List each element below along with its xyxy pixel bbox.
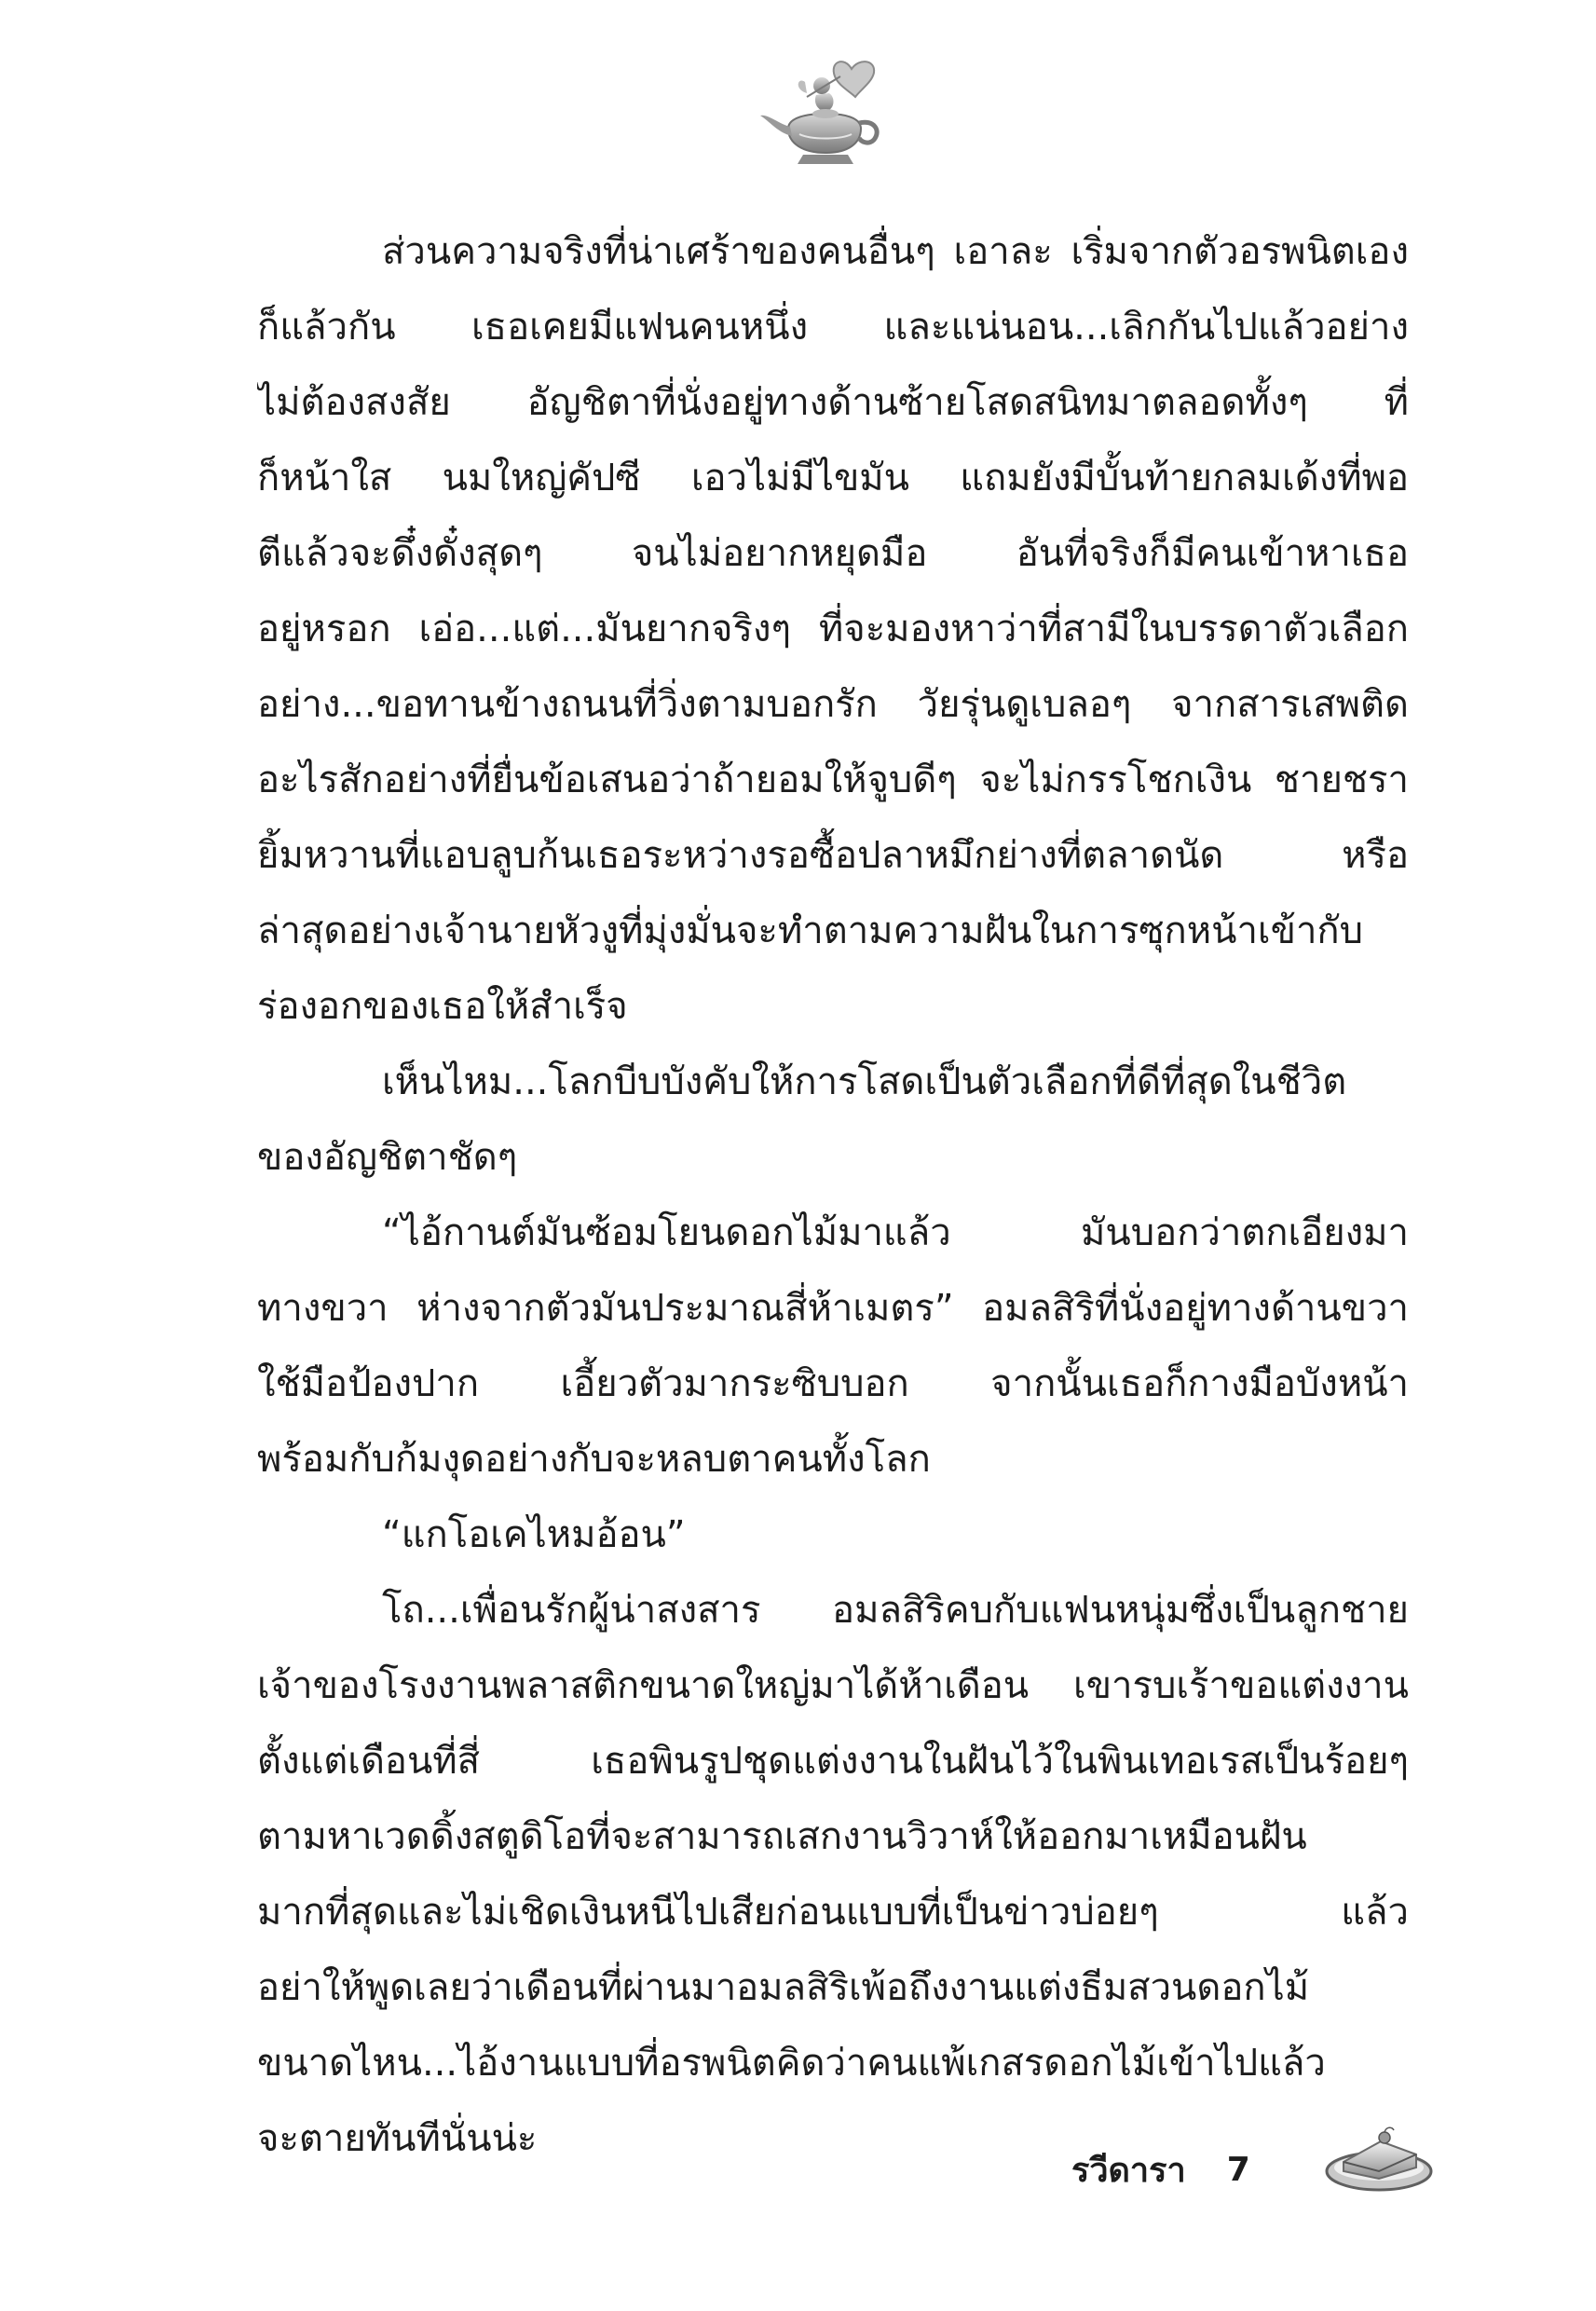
text-line: ใช้มือป้องปาก เอี้ยวตัวมากระซิบบอก จากนั้นเธอก็กางมือบังหน้า — [257, 1362, 1409, 1405]
text-line: อย่าง...ขอทานข้างถนนที่วิ่งตามบอกรัก วัยรุ่นดูเบลอๆ จากสารเสพติด — [257, 683, 1409, 726]
page-footer — [1071, 2132, 1250, 2207]
text-line: ตีแล้วจะดึ๋งดั๋งสุดๆ จนไม่อยากหยุดมือ อันที่จริงก็มีคนเข้าหาเธอ — [257, 532, 1409, 575]
page-number: 7 — [1226, 2150, 1250, 2189]
text-line: เจ้าของโรงงานพลาสติกขนาดใหญ่มาได้ห้าเดือน เขารบเร้าขอแต่งงาน — [257, 1664, 1409, 1707]
running-title: รวีดารา — [1071, 2151, 1186, 2190]
cupid-teapot-ornament-icon — [751, 48, 900, 179]
text-line: ร่องอกของเธอให้สำเร็จ — [257, 985, 628, 1028]
text-line: ของอัญชิตาชัดๆ — [257, 1136, 518, 1179]
text-line: ล่าสุดอย่างเจ้านายหัวงูที่มุ่งมั่นจะทำตามความฝันในการซุกหน้าเข้ากับ — [257, 909, 1364, 952]
text-line: ตามหาเวดดิ้งสตูดิโอที่จะสามารถเสกงานวิวาห์ให้ออกมาเหมือนฝัน — [257, 1815, 1307, 1858]
text-line: “ไอ้กานต์มันซ้อมโยนดอกไม้มาแล้ว มันบอกว่าตกเอียงมา — [382, 1211, 1409, 1254]
text-line: ไม่ต้องสงสัย อัญชิตาที่นั่งอยู่ทางด้านซ้ายโสดสนิทมาตลอดทั้งๆ ที่ — [257, 381, 1409, 424]
text-line: ตั้งแต่เดือนที่สี่ เธอพินรูปชุดแต่งงานในฝันไว้ในพินเทอเรสเป็นร้อยๆ — [257, 1740, 1409, 1783]
story-text — [257, 214, 1409, 2177]
text-line: โถ...เพื่อนรักผู้น่าสงสาร อมลสิริคบกับแฟนหนุ่มซึ่งเป็นลูกชาย — [382, 1589, 1409, 1632]
text-line: ก็แล้วกัน เธอเคยมีแฟนคนหนึ่ง และแน่นอน...เลิกกันไปแล้วอย่าง — [257, 306, 1409, 349]
text-line: ยิ้มหวานที่แอบลูบก้นเธอระหว่างรอซื้อปลาหมึกย่างที่ตลาดนัด หรือ — [257, 834, 1409, 877]
text-line: อย่าให้พูดเลยว่าเดือนที่ผ่านมาอมลสิริเพ้อถึงงานแต่งธีมสวนดอกไม้ — [257, 1966, 1310, 2009]
text-line: ส่วนความจริงที่น่าเศร้าของคนอื่นๆ เอาละ เริ่มจากตัวอรพนิตเอง — [382, 230, 1409, 273]
text-line: เห็นไหม...โลกบีบบังคับให้การโสดเป็นตัวเลือกที่ดีที่สุดในชีวิต — [382, 1060, 1347, 1103]
cake-slice-icon — [1323, 2113, 1435, 2197]
text-line: อยู่หรอก เอ่อ...แต่...มันยากจริงๆ ที่จะมองหาว่าที่สามีในบรรดาตัวเลือก — [257, 608, 1409, 650]
text-line: อะไรสักอย่างที่ยื่นข้อเสนอว่าถ้ายอมให้จูบดีๆ จะไม่กรรโชกเงิน ชายชรา — [257, 759, 1409, 801]
text-line: ก็หน้าใส นมใหญ่คัปซี เอวไม่มีไขมัน แถมยังมีบั้นท้ายกลมเด้งที่พอ — [257, 457, 1409, 499]
text-line: ทางขวา ห่างจากตัวมันประมาณสี่ห้าเมตร” อมลสิริที่นั่งอยู่ทางด้านขวา — [257, 1287, 1409, 1330]
text-line: มากที่สุดและไม่เชิดเงินหนีไปเสียก่อนแบบที่เป็นข่าวบ่อยๆ แล้ว — [257, 1891, 1409, 1934]
text-line: ขนาดไหน...ไอ้งานแบบที่อรพนิตคิดว่าคนแพ้เกสรดอกไม้เข้าไปแล้ว — [257, 2042, 1326, 2085]
text-line: จะตายทันทีนั่นน่ะ — [257, 2117, 538, 2160]
text-line: พร้อมกับก้มงุดอย่างกับจะหลบตาคนทั้งโลก — [257, 1438, 931, 1481]
text-line: “แกโอเคไหมอ้อน” — [382, 1513, 686, 1556]
